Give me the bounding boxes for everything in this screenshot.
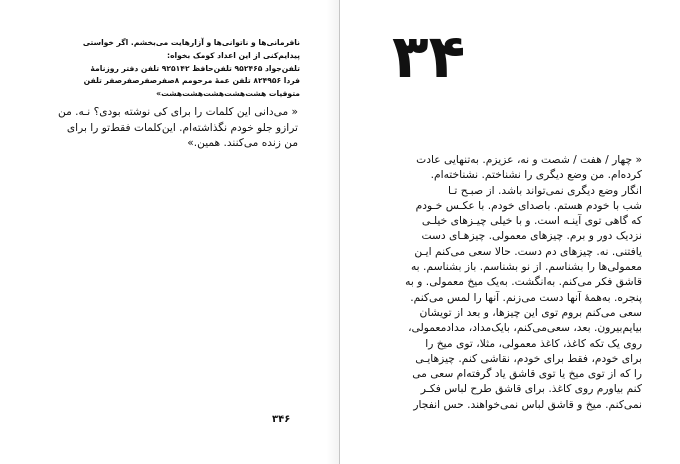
text-line: کنم بیاورم روی کاغذ. برای قاشق طرح لباس فکـر [420,382,642,396]
body-paragraph [365,152,642,412]
text-line: سعی می‌کنم بروم توی این چیزها، و بعد از تویشان [419,305,642,319]
chapter-number: ۳۴ [392,22,466,92]
text-line: را که از توی میخ یا توی قاشق یاد گرفته‌ام سعی می [412,367,642,381]
text-line: معمولی‌ها را بشناسم. از نو بشناسم. باز بشناسم. به [410,260,642,274]
text-line: متوفیات هشت‌هشت‌هشت‌هشت‌هشت‌» [156,89,300,99]
text-line: من زنده می‌کنند. همین.» [187,137,298,149]
text-line: تلفن‌جواد ۹۵۲۴۶۵ تلفن‌حافظ ۹۲۵۱۴۲ تلفن دفتر روزنامهٔ [90,63,300,73]
page-number: ۳۴۶ [272,414,291,425]
text-line: شب با خودم هستم. با‌صدای خودم. با عکـس خـودم [415,198,642,212]
text-line: روی یک تکه کاغذ، کاغذ معمولی، مثلا، توی میخ را [425,336,642,350]
text-line: « می‌دانی این کلمات را برای کی نوشته بودی؟ نـه. من [58,106,298,118]
text-line: نمی‌کنم. میخ و قاشق لباس نمی‌خواهند. حس انفجار [413,397,642,411]
text-line: برای خودم، فقط برای خودم، نقاشی کنم. چیزهایـی [415,351,642,365]
text-line: کرده‌ام. من وضع دیگری را نشناختم. نشناخته‌ام. [430,168,642,182]
text-line: نزدیک دور و برم. چیزهای معمولی. چیزهـای دست [421,229,642,243]
text-line: پیدایم‌کنی از این اعداد کومک بخواه: [167,50,300,60]
text-line: یافتنی. نه. چیزهای دم دست. حالا سعی می‌کنم ایـن [414,244,642,258]
text-line: پنجره. به‌همهٔ آنها دست می‌زنم. آنها را لمس می‌کنم. [410,290,642,304]
text-line: ترازو جلو خودم نگذاشته‌ام. این‌کلمات فقط‌تو را برای [66,121,298,134]
text-line: فردا ۸۲۴۹۵۶ تلفن عمهٔ مرحومم ۸صفرصفرصفرصفر تلفن [83,76,300,86]
text-line: که گاهی توی آینـه است. و با خیلی چیـزهای خیلـی [421,214,642,228]
text-line: بیایم‌بیرون. بعد، سعی‌می‌کنم، بایک‌مداد، مدادمعمولی، [408,321,642,335]
text-line: « چهار / هفت / شصت و نه، عزیزم. به‌تنهایی عادت [416,153,642,166]
text-line: نافرمانی‌ها و ناتوانی‌ها و آزارهایت می‌بخشم. اگر خواستی [82,38,300,47]
question-paragraph [30,105,298,152]
text-line: انگار وضع دیگری نمی‌تواند باشد. از صبـح تـا [448,183,642,197]
text-line: قاشق فکر می‌کنم. به‌انگشت. به‌یک میخ معمولی. و به [405,275,642,289]
gutter-shadow [326,0,340,464]
phone-numbers-paragraph [30,37,300,101]
